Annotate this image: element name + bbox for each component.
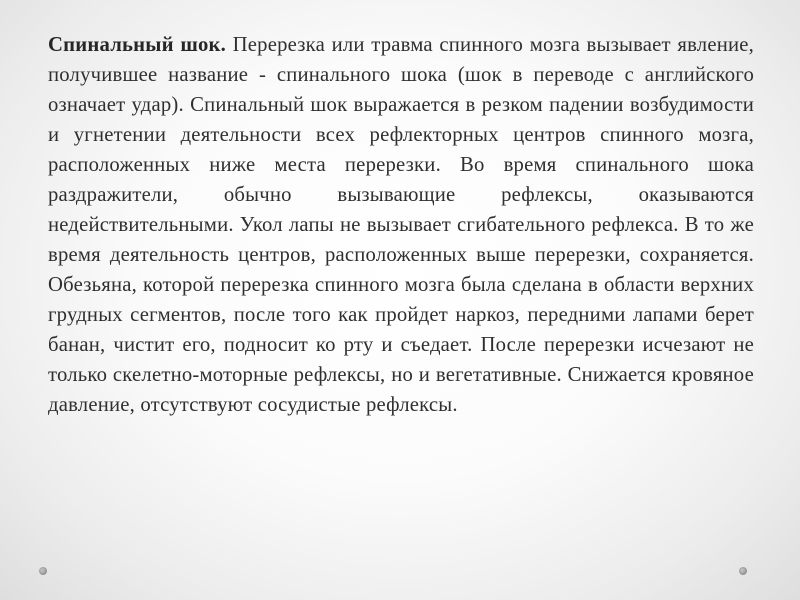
bottom-left-bullet-dot-icon xyxy=(39,567,47,575)
slide-body: Перерезка или травма спинного мозга вызывает явление, получившее название - спинального шока (шок в переводе с английского означает удар). Спинальный шок выражается в резком падении возбудимости и угнетении деятельности всех рефлекторных центров спинного мозга, расположенных ниже места перерезки. Во время спинального шока раздражители, обычно вызывающие рефлексы, оказываются недействительными. Укол лапы не вызывает сгибательного рефлекса. В то же время деятельность центров, расположенных выше перерезки, сохраняется. Обезьяна, которой перерезка спинного мозга была сделана в области верхних грудных сегментов, после того как пройдет наркоз, передними лапами берет банан, чистит его, подносит ко рту и съедает. После перерезки исчезают не только скелетно-моторные рефлексы, но и вегетативные. Снижается кровяное давление, отсутствуют сосудистые рефлексы. xyxy=(48,34,754,416)
bottom-right-bullet-dot-icon xyxy=(739,567,747,575)
slide-heading: Спинальный шок. xyxy=(48,34,227,56)
slide-text xyxy=(48,30,754,420)
